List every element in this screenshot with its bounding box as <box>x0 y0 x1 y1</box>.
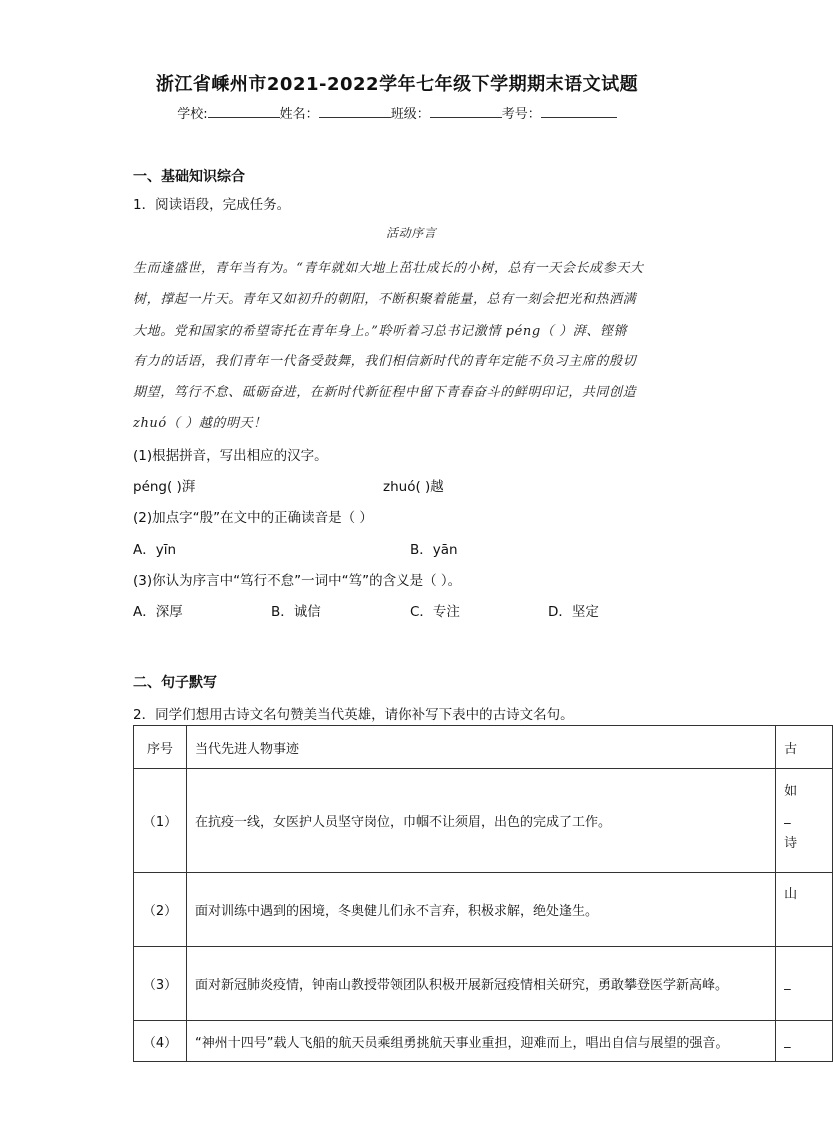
poem-table <box>133 725 833 1062</box>
option-b[interactable]: B．诚信 <box>271 604 321 620</box>
exam-title: 浙江省嵊州市2021-2022学年七年级下学期期末语文试题 <box>155 74 639 95</box>
id-blank[interactable] <box>541 104 617 118</box>
table-header-cell: 古 <box>776 726 833 769</box>
sub-question-3: (3)你认为序言中“笃行不怠”一词中“笃”的含义是（ ）。 <box>133 573 462 589</box>
pinyin-blank-zhuo[interactable]: zhuó( )越 <box>383 479 444 495</box>
passage-line: 树，撑起一片天。青年又如初升的朝阳，不断积聚着能量，总有一刻会把光和热洒满 <box>133 292 637 307</box>
passage-line: zhuó（ ）越的明天！ <box>133 416 267 431</box>
pinyin-blank-peng[interactable]: péng( )湃 <box>133 479 196 495</box>
table-header-cell: 当代先进人物事迹 <box>186 726 775 769</box>
question2-prompt: 2．同学们想用古诗文名句赞美当代英雄，请你补写下表中的古诗文名句。 <box>133 707 574 723</box>
row-answer[interactable]: _ <box>776 947 833 1021</box>
row-answer[interactable]: _ <box>776 1021 833 1062</box>
sub-question-1: (1)根据拼音，写出相应的汉字。 <box>133 448 328 464</box>
passage-line: 有力的话语，我们青年一代备受鼓舞，我们相信新时代的青年定能不负习主席的殷切 <box>133 354 637 369</box>
table-header-row <box>134 726 833 769</box>
table-header-cell: 序号 <box>134 726 187 769</box>
section2-heading: 二、句子默写 <box>133 675 217 691</box>
option-d[interactable]: D．坚定 <box>548 604 599 620</box>
row-number: （1） <box>134 769 187 873</box>
school-label: 学校: <box>177 107 208 122</box>
student-info-line <box>0 103 794 122</box>
id-label: 考号： <box>501 107 541 122</box>
row-answer[interactable]: 如 _ 诗 <box>776 769 833 873</box>
name-label: 姓名： <box>279 107 319 122</box>
school-blank[interactable] <box>208 104 280 118</box>
passage-line: 期望，笃行不怠、砥砺奋进，在新时代新征程中留下青春奋斗的鲜明印记，共同创造 <box>133 385 637 400</box>
class-label: 班级： <box>390 107 430 122</box>
row-deed: 在抗疫一线，女医护人员坚守岗位，巾帼不让须眉，出色的完成了工作。 <box>186 769 775 873</box>
name-blank[interactable] <box>319 104 391 118</box>
passage-line: 大地。党和国家的希望寄托在青年身上。”聆听着习总书记激情 péng（ ）湃、铿锵 <box>133 324 628 339</box>
passage-line: 生而逢盛世，青年当有为。“青年就如大地上茁壮成长的小树，总有一天会长成参天大 <box>133 261 644 276</box>
table-row <box>134 873 833 947</box>
passage-title: 活动序言 <box>386 226 437 240</box>
table-row <box>134 769 833 873</box>
row-number: （2） <box>134 873 187 947</box>
class-blank[interactable] <box>430 104 502 118</box>
row-answer[interactable]: 山 <box>776 873 833 947</box>
option-a[interactable]: A．深厚 <box>133 604 183 620</box>
sub-question-2: (2)加点字“殷”在文中的正确读音是（ ） <box>133 510 373 526</box>
row-deed: 面对新冠肺炎疫情，钟南山教授带领团队积极开展新冠疫情相关研究，勇敢攀登医学新高峰。 <box>186 947 775 1021</box>
table-row <box>134 1021 833 1062</box>
option-b[interactable]: B．yān <box>410 542 458 558</box>
section1-heading: 一、基础知识综合 <box>133 169 245 185</box>
option-a[interactable]: A．yīn <box>133 542 177 558</box>
row-deed: “神州十四号”载人飞船的航天员乘组勇挑航天事业重担，迎难而上，唱出自信与展望的强音。 <box>186 1021 775 1062</box>
question1-prompt: 1．阅读语段，完成任务。 <box>133 197 291 213</box>
row-deed: 面对训练中遇到的困境，冬奥健儿们永不言弃，积极求解，绝处逢生。 <box>186 873 775 947</box>
table-row <box>134 947 833 1021</box>
option-c[interactable]: C．专注 <box>410 604 460 620</box>
row-number: （3） <box>134 947 187 1021</box>
row-number: （4） <box>134 1021 187 1062</box>
